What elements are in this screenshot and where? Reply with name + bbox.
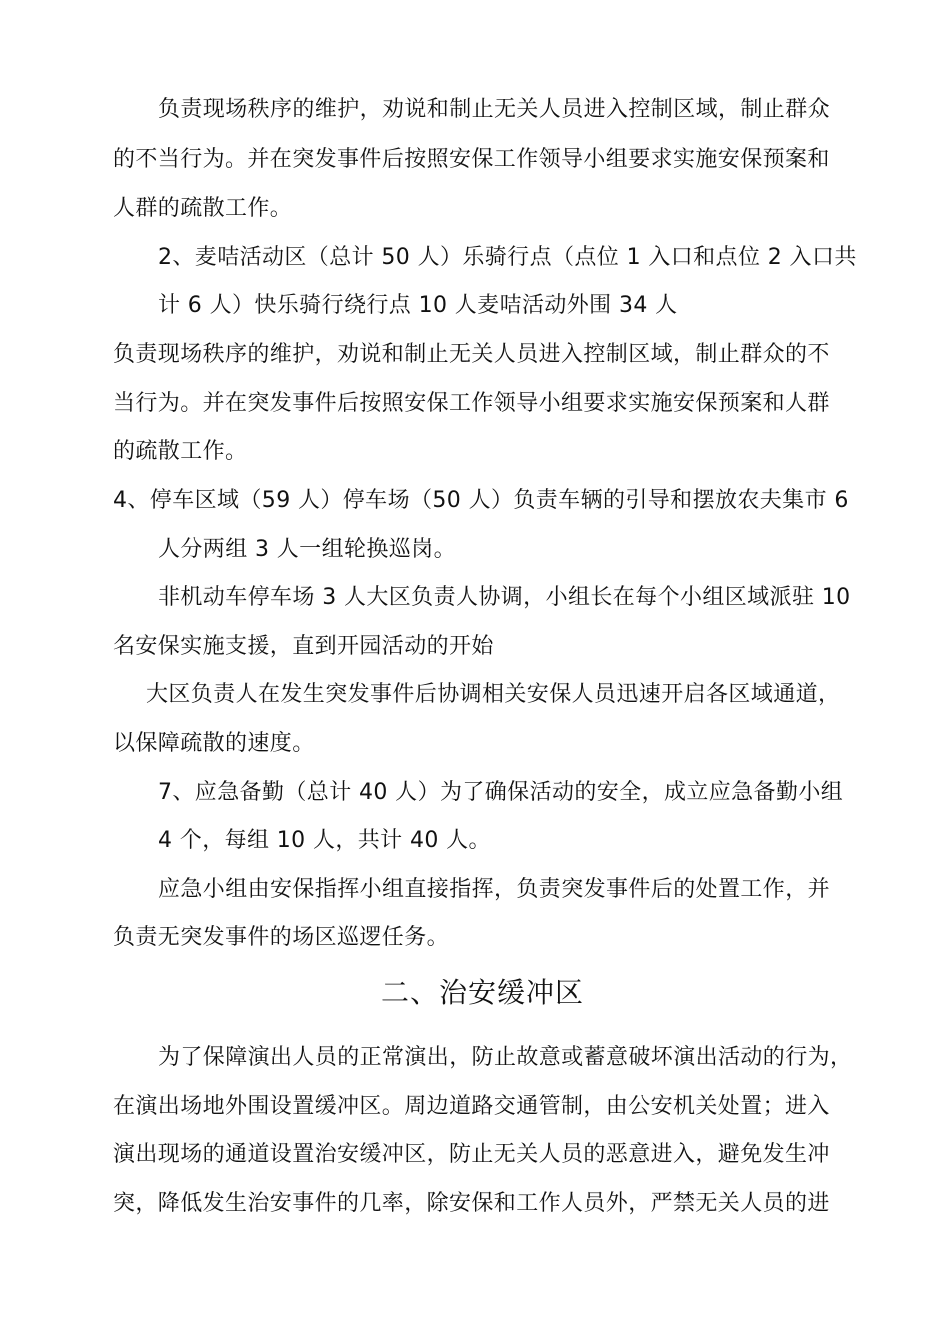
text-line: 2、麦咭活动区（总计 50 人）乐骑行点（点位 1 入口和点位 2 入口共 (158, 245, 857, 270)
section-heading: 二、治安缓冲区 (381, 976, 585, 1009)
text-line: 非机动车停车场 3 人大区负责人协调，小组长在每个小组区域派驻 10 (158, 585, 851, 610)
text-line: 7、应急备勤（总计 40 人）为了确保活动的安全，成立应急备勤小组 (158, 780, 844, 805)
text-line: 当行为。并在突发事件后按照安保工作领导小组要求实施安保预案和人群 (113, 391, 830, 416)
text-line: 4、停车区域（59 人）停车场（50 人）负责车辆的引导和摆放农夫集市 6 (113, 488, 849, 513)
text-line: 应急小组由安保指挥小组直接指挥，负责突发事件后的处置工作，并 (158, 877, 831, 902)
text-line: 人群的疏散工作。 (113, 196, 293, 221)
text-line: 计 6 人）快乐骑行绕行点 10 人麦咭活动外围 34 人 (158, 293, 678, 318)
text-line: 的不当行为。并在突发事件后按照安保工作领导小组要求实施安保预案和 (113, 147, 830, 172)
text-line: 在演出场地外围设置缓冲区。周边道路交通管制，由公安机关处置；进入 (113, 1094, 830, 1119)
text-line: 负责无突发事件的场区巡逻任务。 (113, 925, 450, 950)
text-line: 大区负责人在发生突发事件后协调相关安保人员迅速开启各区域通道， (146, 682, 841, 707)
text-line: 突，降低发生治安事件的几率，除安保和工作人员外，严禁无关人员的进 (113, 1191, 830, 1216)
text-line: 为了保障演出人员的正常演出，防止故意或蓄意破坏演出活动的行为， (158, 1045, 853, 1070)
text-line: 的疏散工作。 (113, 439, 248, 464)
text-line: 负责现场秩序的维护，劝说和制止无关人员进入控制区域，制止群众 (158, 97, 831, 122)
text-line: 名安保实施支援，直到开园活动的开始 (113, 634, 494, 659)
text-line: 演出现场的通道设置治安缓冲区，防止无关人员的恶意进入，避免发生冲 (113, 1142, 830, 1167)
text-line: 4 个，每组 10 人，共计 40 人。 (158, 828, 491, 853)
text-line: 以保障疏散的速度。 (113, 731, 315, 756)
text-line: 人分两组 3 人一组轮换巡岗。 (158, 537, 456, 562)
text-line: 负责现场秩序的维护，劝说和制止无关人员进入控制区域，制止群众的不 (113, 342, 830, 367)
